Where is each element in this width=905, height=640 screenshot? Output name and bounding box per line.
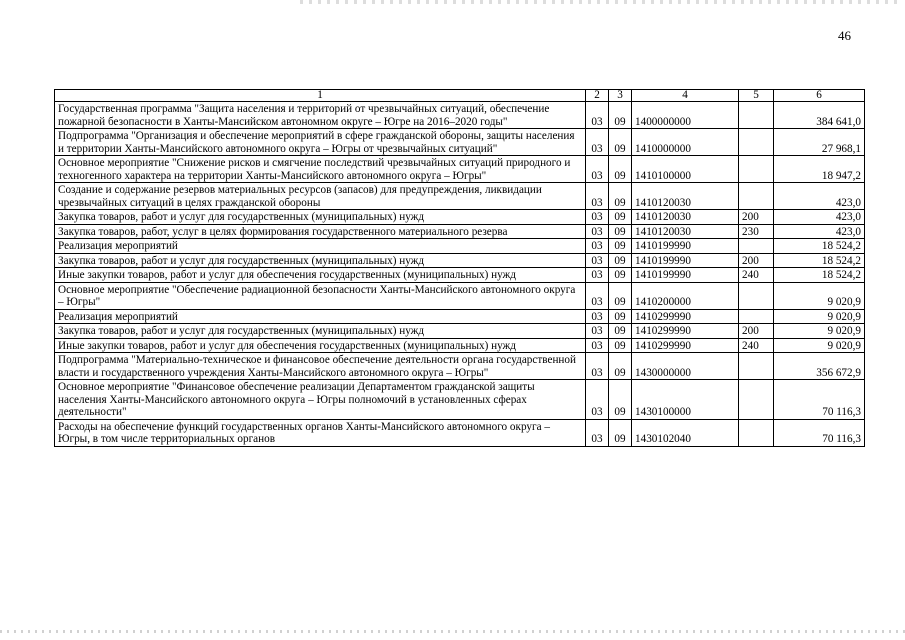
row-target-article-cell: 1410299990 [632,338,739,353]
row-amount-cell: 423,0 [774,210,865,225]
table-row [55,210,865,225]
row-expense-type-cell [739,380,774,420]
row-target-article-cell: 1410000000 [632,129,739,156]
row-name-cell: Закупка товаров, работ и услуг для государственных (муниципальных) нужд [55,210,586,225]
row-section-cell: 03 [586,338,609,353]
table-row [55,353,865,380]
table-row [55,129,865,156]
row-expense-type-cell: 200 [739,324,774,339]
row-amount-cell: 9 020,9 [774,309,865,324]
row-subsection-cell: 09 [609,156,632,183]
budget-table [54,89,865,447]
row-section-cell: 03 [586,282,609,309]
table-row [55,268,865,283]
row-target-article-cell: 1410299990 [632,309,739,324]
row-target-article-cell: 1410199990 [632,268,739,283]
row-section-cell: 03 [586,309,609,324]
row-section-cell: 03 [586,419,609,446]
table-row [55,419,865,446]
row-subsection-cell: 09 [609,324,632,339]
row-name-cell: Закупка товаров, работ и услуг для государственных (муниципальных) нужд [55,253,586,268]
row-target-article-cell: 1410200000 [632,282,739,309]
row-target-article-cell: 1430000000 [632,353,739,380]
row-expense-type-cell: 240 [739,268,774,283]
row-amount-cell: 9 020,9 [774,338,865,353]
row-amount-cell: 18 524,2 [774,253,865,268]
row-amount-cell: 18 524,2 [774,239,865,254]
row-expense-type-cell [739,353,774,380]
row-name-cell: Подпрограмма "Материально-техническое и финансовое обеспечение деятельности органа государственной власти и государственного учреждения Ханты-Мансийского автономного округа – Югры" [55,353,586,380]
row-subsection-cell: 09 [609,183,632,210]
row-section-cell: 03 [586,380,609,420]
row-expense-type-cell [739,102,774,129]
row-subsection-cell: 09 [609,338,632,353]
row-expense-type-cell: 200 [739,210,774,225]
row-name-cell: Государственная программа "Защита населения и территорий от чрезвычайных ситуаций, обеспечение пожарной безопасности в Ханты-Мансийском автономном округе – Югре на 2016–2020 годы" [55,102,586,129]
row-subsection-cell: 09 [609,224,632,239]
row-name-cell: Основное мероприятие "Обеспечение радиационной безопасности Ханты-Мансийского автономного округа – Югры" [55,282,586,309]
row-expense-type-cell [739,156,774,183]
row-name-cell: Закупка товаров, работ и услуг для государственных (муниципальных) нужд [55,324,586,339]
header-col-6: 6 [774,90,865,102]
table-row [55,309,865,324]
header-col-3: 3 [609,90,632,102]
row-amount-cell: 70 116,3 [774,380,865,420]
row-section-cell: 03 [586,129,609,156]
row-amount-cell: 9 020,9 [774,324,865,339]
row-subsection-cell: 09 [609,102,632,129]
table-row [55,338,865,353]
row-name-cell: Создание и содержание резервов материальных ресурсов (запасов) для предупреждения, ликвидации чрезвычайных ситуаций в целях гражданской обороны [55,183,586,210]
table-row [55,324,865,339]
row-section-cell: 03 [586,183,609,210]
table-row [55,380,865,420]
row-expense-type-cell [739,239,774,254]
row-name-cell: Основное мероприятие "Снижение рисков и смягчение последствий чрезвычайных ситуаций природного и техногенного характера на территории Ханты-Мансийского автономного округа – Югры" [55,156,586,183]
row-amount-cell: 423,0 [774,183,865,210]
row-section-cell: 03 [586,324,609,339]
row-expense-type-cell: 240 [739,338,774,353]
row-target-article-cell: 1400000000 [632,102,739,129]
table-row [55,239,865,254]
table-row [55,224,865,239]
row-expense-type-cell: 200 [739,253,774,268]
row-amount-cell: 9 020,9 [774,282,865,309]
row-target-article-cell: 1430102040 [632,419,739,446]
row-amount-cell: 18 524,2 [774,268,865,283]
table-row [55,253,865,268]
row-amount-cell: 356 672,9 [774,353,865,380]
row-name-cell: Иные закупки товаров, работ и услуг для обеспечения государственных (муниципальных) нужд [55,338,586,353]
row-name-cell: Иные закупки товаров, работ и услуг для обеспечения государственных (муниципальных) нужд [55,268,586,283]
row-subsection-cell: 09 [609,353,632,380]
row-amount-cell: 27 968,1 [774,129,865,156]
row-amount-cell: 423,0 [774,224,865,239]
row-section-cell: 03 [586,253,609,268]
table-row [55,282,865,309]
row-subsection-cell: 09 [609,419,632,446]
row-name-cell: Подпрограмма "Организация и обеспечение мероприятий в сфере гражданской обороны, защиты населения и территории Ханты-Мансийского автономного округа – Югры от чрезвычайных ситуаций" [55,129,586,156]
header-col-1: 1 [55,90,586,102]
header-col-4: 4 [632,90,739,102]
row-name-cell: Основное мероприятие "Финансовое обеспечение реализации Департаментом гражданской защиты населения Ханты-Мансийского автономного округа – Югры полномочий в установленных сферах деятельности" [55,380,586,420]
row-name-cell: Реализация мероприятий [55,309,586,324]
table-header-row [55,90,865,102]
row-amount-cell: 18 947,2 [774,156,865,183]
row-name-cell: Реализация мероприятий [55,239,586,254]
scan-artifact-bottom [0,630,905,633]
row-target-article-cell: 1410100000 [632,156,739,183]
row-amount-cell: 70 116,3 [774,419,865,446]
row-expense-type-cell [739,282,774,309]
row-section-cell: 03 [586,102,609,129]
row-target-article-cell: 1410199990 [632,239,739,254]
row-expense-type-cell [739,309,774,324]
row-amount-cell: 384 641,0 [774,102,865,129]
row-target-article-cell: 1410120030 [632,210,739,225]
row-target-article-cell: 1410299990 [632,324,739,339]
row-target-article-cell: 1410120030 [632,183,739,210]
row-target-article-cell: 1430100000 [632,380,739,420]
row-section-cell: 03 [586,353,609,380]
row-subsection-cell: 09 [609,129,632,156]
header-col-2: 2 [586,90,609,102]
row-subsection-cell: 09 [609,210,632,225]
row-target-article-cell: 1410120030 [632,224,739,239]
row-section-cell: 03 [586,224,609,239]
row-subsection-cell: 09 [609,253,632,268]
table-row [55,156,865,183]
row-section-cell: 03 [586,210,609,225]
row-subsection-cell: 09 [609,282,632,309]
row-section-cell: 03 [586,239,609,254]
row-section-cell: 03 [586,268,609,283]
row-name-cell: Расходы на обеспечение функций государственных органов Ханты-Мансийского автономного округа – Югры, в том числе территориальных органов [55,419,586,446]
page-number: 46 [838,28,851,43]
row-expense-type-cell [739,129,774,156]
row-target-article-cell: 1410199990 [632,253,739,268]
header-col-5: 5 [739,90,774,102]
row-expense-type-cell [739,419,774,446]
row-subsection-cell: 09 [609,309,632,324]
table-row [55,183,865,210]
row-name-cell: Закупка товаров, работ, услуг в целях формирования государственного материального резерва [55,224,586,239]
row-section-cell: 03 [586,156,609,183]
table-row [55,102,865,129]
row-expense-type-cell [739,183,774,210]
row-subsection-cell: 09 [609,380,632,420]
row-subsection-cell: 09 [609,239,632,254]
row-expense-type-cell: 230 [739,224,774,239]
scan-artifact-top [300,0,900,4]
row-subsection-cell: 09 [609,268,632,283]
